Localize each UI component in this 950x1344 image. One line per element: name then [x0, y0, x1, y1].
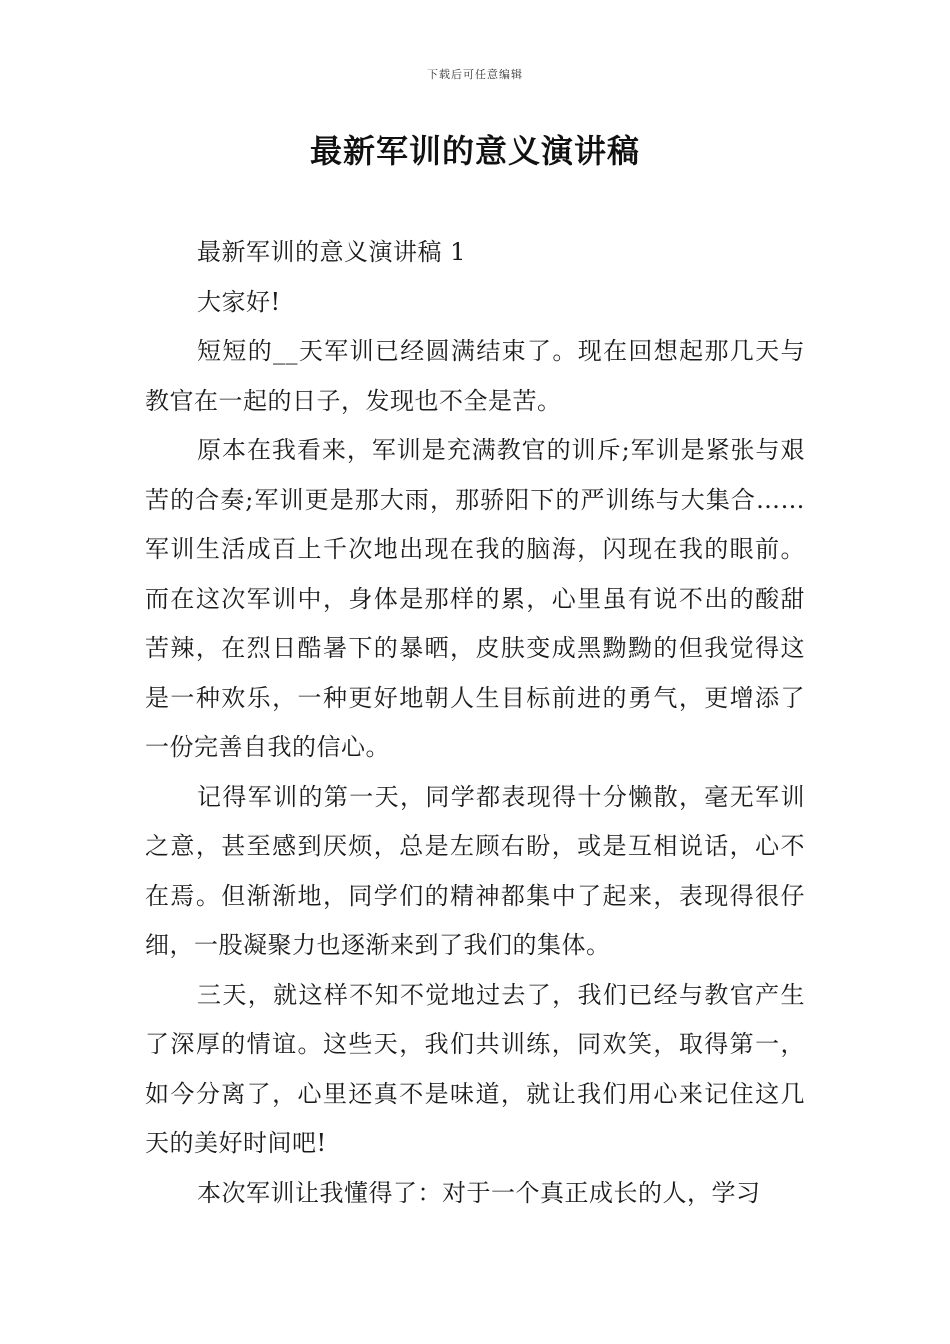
body-paragraph: 短短的__天军训已经圆满结束了。现在回想起那几天与教官在一起的日子，发现也不全是苦。 [145, 337, 805, 415]
body-paragraph: 三天，就这样不知不觉地过去了，我们已经与教官产生了深厚的情谊。这些天，我们共训练，同欢笑，取得第一，如今分离了，心里还真不是味道，就让我们用心来记住这几天的美好时间吧! [145, 980, 805, 1157]
body-paragraph: 原本在我看来，军训是充满教官的训斥;军训是紧张与艰苦的合奏;军训更是那大雨，那骄阳下的严训练与大集合……军训生活成百上千次地出现在我的脑海，闪现在我的眼前。而在这次军训中，身体是那样的累，心里虽有说不出的酸甜苦辣，在烈日酷暑下的暴晒，皮肤变成黑黝黝的但我觉得这是一种欢乐，一种更好地朝人生目标前进的勇气，更增添了一份完善自我的信心。 [145, 436, 805, 761]
body-paragraph: 记得军训的第一天，同学都表现得十分懒散，毫无军训之意，甚至感到厌烦，总是左顾右盼，或是互相说话，心不在焉。但渐渐地，同学们的精神都集中了起来，表现得很仔细，一股凝聚力也逐渐来到了我们的集体。 [145, 782, 805, 959]
greeting-paragraph: 大家好! [197, 287, 281, 316]
header-note: 下载后可任意编辑 [427, 68, 523, 81]
section-heading: 最新军训的意义演讲稿 1 [197, 238, 466, 266]
page-title: 最新军训的意义演讲稿 [309, 132, 640, 170]
document-body [145, 228, 805, 1218]
body-paragraph: 本次军训让我懂得了：对于一个真正成长的人，学习 [197, 1178, 761, 1207]
